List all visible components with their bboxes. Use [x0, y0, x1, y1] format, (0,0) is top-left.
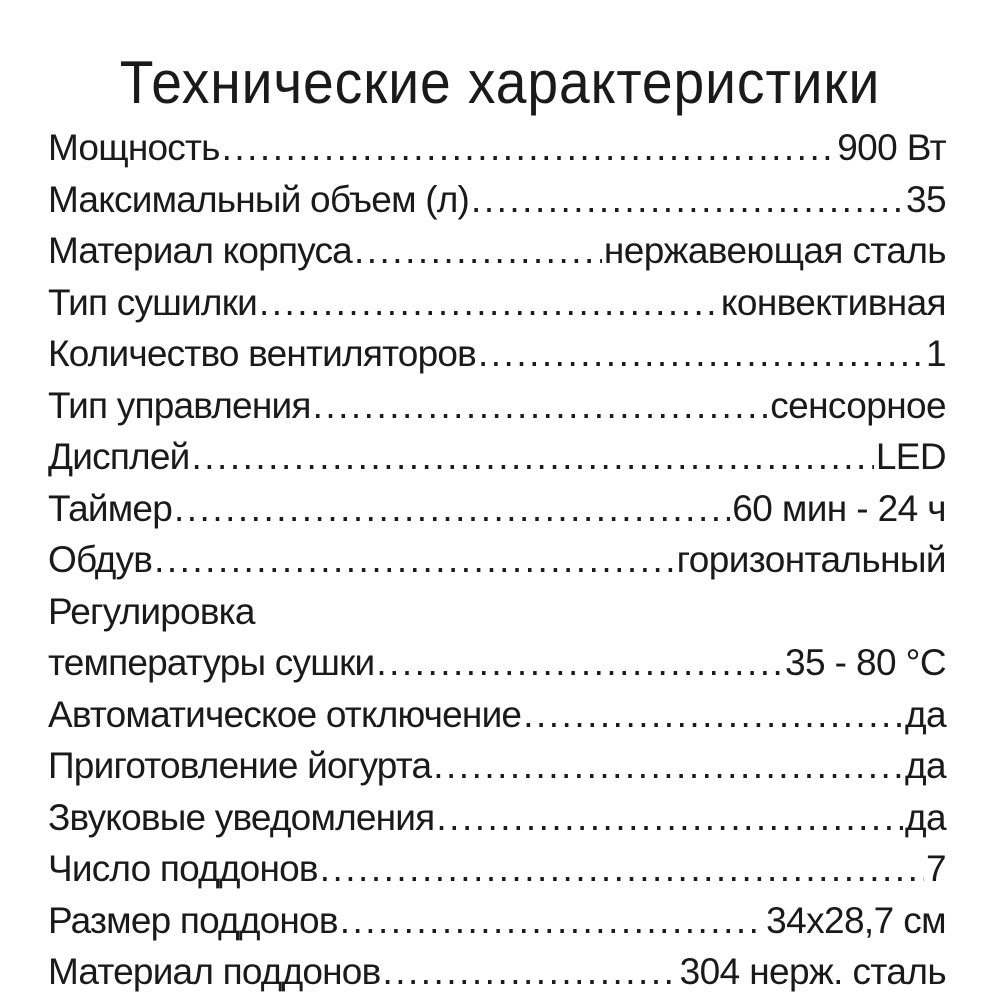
dot-leader: [471, 174, 904, 226]
spec-label: Максимальный объем (л): [48, 178, 470, 220]
spec-value: конвективная: [720, 281, 946, 323]
dot-leader: [313, 380, 769, 432]
spec-value: 35 - 80 °С: [785, 642, 946, 683]
dot-leader: [192, 431, 874, 483]
spec-value: 900 Вт: [837, 127, 946, 168]
spec-row-timer: [48, 483, 946, 535]
spec-label: Приготовление йогурта: [48, 745, 432, 786]
spec-row-tray-material: [48, 946, 946, 998]
spec-value: 1: [926, 333, 946, 374]
spec-label: Дисплей: [48, 436, 190, 477]
spec-label: Тип управления: [48, 384, 311, 426]
dot-leader: [478, 328, 924, 380]
spec-value: да: [905, 745, 946, 786]
dot-leader: [376, 637, 783, 689]
spec-row-temp-regulation-heading: [48, 586, 946, 638]
dot-leader: [382, 946, 677, 998]
spec-label: Число поддонов: [48, 848, 318, 889]
dot-leader: [174, 483, 730, 535]
dot-leader: [259, 277, 719, 329]
dot-leader: [320, 843, 924, 895]
spec-label: Мощность: [48, 127, 220, 168]
dot-leader: [354, 225, 602, 277]
spec-row-sound-alerts: [48, 792, 946, 844]
spec-label: Количество вентиляторов: [48, 333, 476, 374]
spec-row-yogurt: [48, 740, 946, 792]
spec-value: сенсорное: [770, 384, 946, 426]
spec-label: Регулировка: [48, 590, 255, 632]
spec-row-control-type: [48, 380, 946, 432]
spec-label: Таймер: [48, 487, 172, 529]
spec-list: [48, 122, 946, 998]
spec-value: да: [905, 796, 946, 838]
spec-row-auto-shutoff: [48, 689, 946, 741]
spec-value: 34х28,7 см: [766, 899, 946, 941]
spec-row-dryer-type: [48, 277, 946, 329]
dot-leader: [222, 122, 836, 174]
spec-label: Материал поддонов: [48, 951, 381, 992]
page-title: Технические характеристики: [119, 49, 881, 116]
spec-row-body-material: [48, 225, 946, 277]
dot-leader: [433, 740, 903, 792]
spec-row-fan-count: [48, 328, 946, 380]
dot-leader: [436, 792, 903, 844]
spec-value: 60 мин - 24 ч: [732, 487, 946, 529]
spec-row-tray-count: [48, 843, 946, 895]
spec-row-max-volume: [48, 174, 946, 226]
spec-value: нержавеющая сталь: [603, 230, 946, 271]
spec-value: горизонтальный: [676, 539, 946, 580]
spec-label: Звуковые уведомления: [48, 796, 435, 838]
dot-leader: [523, 689, 903, 741]
spec-row-tray-size: [48, 895, 946, 947]
dot-leader: [154, 534, 675, 586]
spec-value: 304 нерж. сталь: [679, 951, 946, 992]
spec-row-power: [48, 122, 946, 174]
spec-row-drying-temperature: [48, 637, 946, 689]
spec-row-airflow: [48, 534, 946, 586]
spec-label: Автоматическое отключение: [48, 693, 522, 735]
spec-label: Размер поддонов: [48, 899, 338, 941]
spec-label: Обдув: [48, 539, 153, 580]
spec-value: 35: [906, 178, 946, 220]
spec-label: Тип сушилки: [48, 281, 257, 323]
spec-value: 7: [926, 848, 946, 889]
dot-leader: [340, 895, 764, 947]
spec-value: LED: [875, 436, 946, 477]
spec-label: температуры сушки: [48, 642, 375, 683]
spec-row-display: [48, 431, 946, 483]
spec-label: Материал корпуса: [48, 230, 352, 271]
spec-value: да: [905, 693, 946, 735]
